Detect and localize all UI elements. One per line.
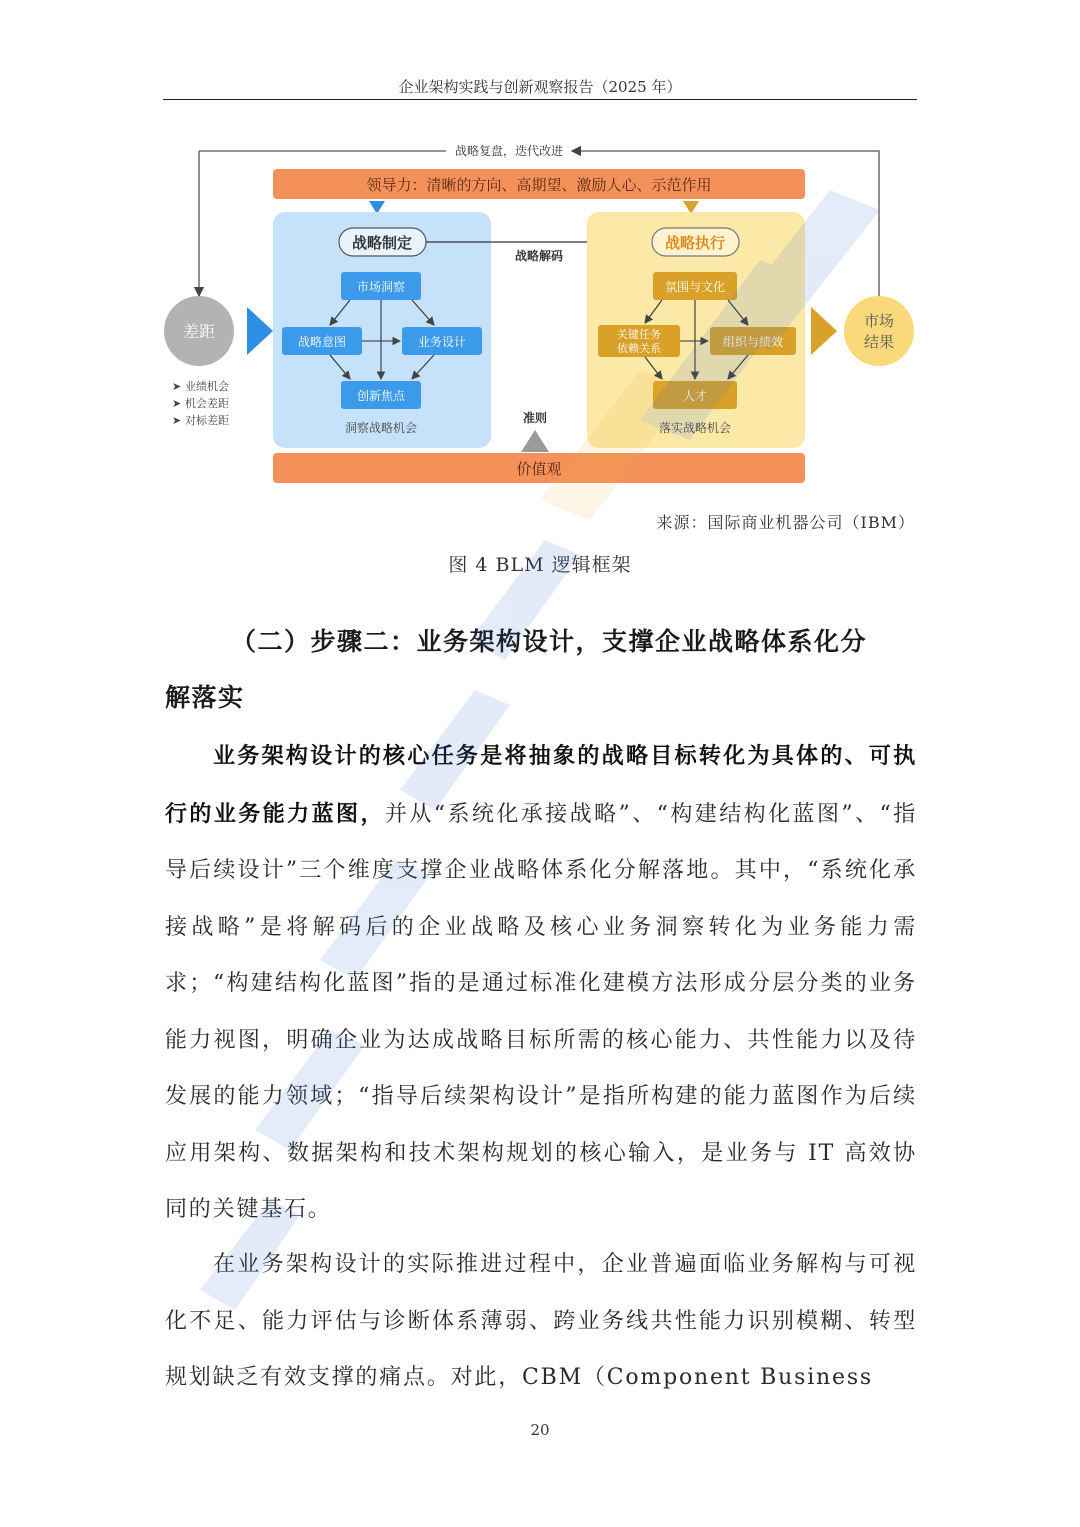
execution-node-right: 组织与绩效 <box>722 335 784 349</box>
page-number: 20 <box>530 1421 550 1439</box>
execution-footer: 落实战略机会 <box>658 421 732 435</box>
execution-title: 战略执行 <box>664 234 726 252</box>
paragraph-1-lead: 业务架构设计的核心任务是将抽象的战略目标转化为具体的、可执行的业务能力蓝图， <box>165 743 917 827</box>
principle-label: 准则 <box>522 411 548 425</box>
values-bar <box>273 453 805 483</box>
svg-text:➤: ➤ <box>172 414 182 427</box>
heading-line-2: 解落实 <box>165 683 245 712</box>
blm-diagram <box>0 0 1080 500</box>
result-label-1: 市场 <box>863 312 895 330</box>
gap-item: 对标差距 <box>185 414 229 427</box>
running-header: 企业架构实践与创新观察报告（2025 年） <box>398 78 682 96</box>
values-label: 价值观 <box>516 460 562 478</box>
strategy-footer: 洞察战略机会 <box>344 421 418 435</box>
paragraph-2: 在业务架构设计的实际推进过程中，企业普遍面临业务解构与可视化不足、能力评估与诊断体系薄弱、跨业务线共性能力识别模糊、转型规划缺乏有效支撑的痛点。对此，CBM（Component Business <box>165 1252 917 1390</box>
gap-to-strategy-arrow <box>247 307 273 355</box>
paragraph-1-body: 并从“系统化承接战略”、“构建结构化蓝图”、“指导后续设计”三个维度支撑企业战略体系化分解落地。其中，“系统化承接战略”是将解码后的企业战略及核心业务洞察转化为业务能力需求；“构建结构化蓝图”指的是通过标准化建模方法形成分层分类的业务能力视图，明确企业为达成战略目标所需的核心能力、共性能力以及待发展的能力领域；“指导后续架构设计”是指所构建的能力蓝图作为后续应用架构、数据架构和技术架构规划的核心输入，是业务与 IT 高效协同的关键基石。 <box>165 801 918 1222</box>
execution-node-top: 氛围与文化 <box>664 280 726 294</box>
section-heading <box>165 614 917 726</box>
execution-panel <box>587 212 805 448</box>
loop-label: 战略复盘，迭代改进 <box>454 144 564 158</box>
strategy-panel <box>273 212 491 448</box>
strategy-node-top: 市场洞察 <box>356 280 406 294</box>
svg-text:➤: ➤ <box>172 380 182 393</box>
principle-triangle <box>521 430 549 452</box>
figure-caption: 图 4 BLM 逻辑框架 <box>448 554 632 576</box>
strategy-node-bottom: 创新焦点 <box>356 389 406 403</box>
execution-to-result-arrow <box>811 307 837 355</box>
heading-line-1: （二）步骤二：业务架构设计，支撑企业战略体系化分 <box>231 627 868 656</box>
figure-source: 来源：国际商业机器公司（IBM） <box>656 513 915 532</box>
strategy-node-left: 战略意图 <box>297 335 347 349</box>
gap-items <box>172 379 229 427</box>
leadership-bar <box>273 169 805 199</box>
gap-node <box>164 296 234 366</box>
leadership-label: 领导力：清晰的方向、高期望、激励人心、示范作用 <box>366 176 712 194</box>
result-label-2: 结果 <box>863 333 895 351</box>
gap-item: 业绩机会 <box>185 380 229 393</box>
gap-label: 差距 <box>182 322 216 341</box>
execution-node-bottom: 人才 <box>682 389 708 403</box>
execution-node-left-1: 关键任务 <box>617 328 661 341</box>
gap-item: 机会差距 <box>185 397 229 410</box>
strategy-title: 战略制定 <box>351 234 413 252</box>
svg-text:➤: ➤ <box>172 397 182 410</box>
paragraph-1 <box>165 728 917 1239</box>
decode-label: 战略解码 <box>514 249 564 263</box>
strategy-node-right: 业务设计 <box>417 335 467 349</box>
execution-node-left-2: 依赖关系 <box>617 342 661 355</box>
result-node <box>844 296 914 366</box>
